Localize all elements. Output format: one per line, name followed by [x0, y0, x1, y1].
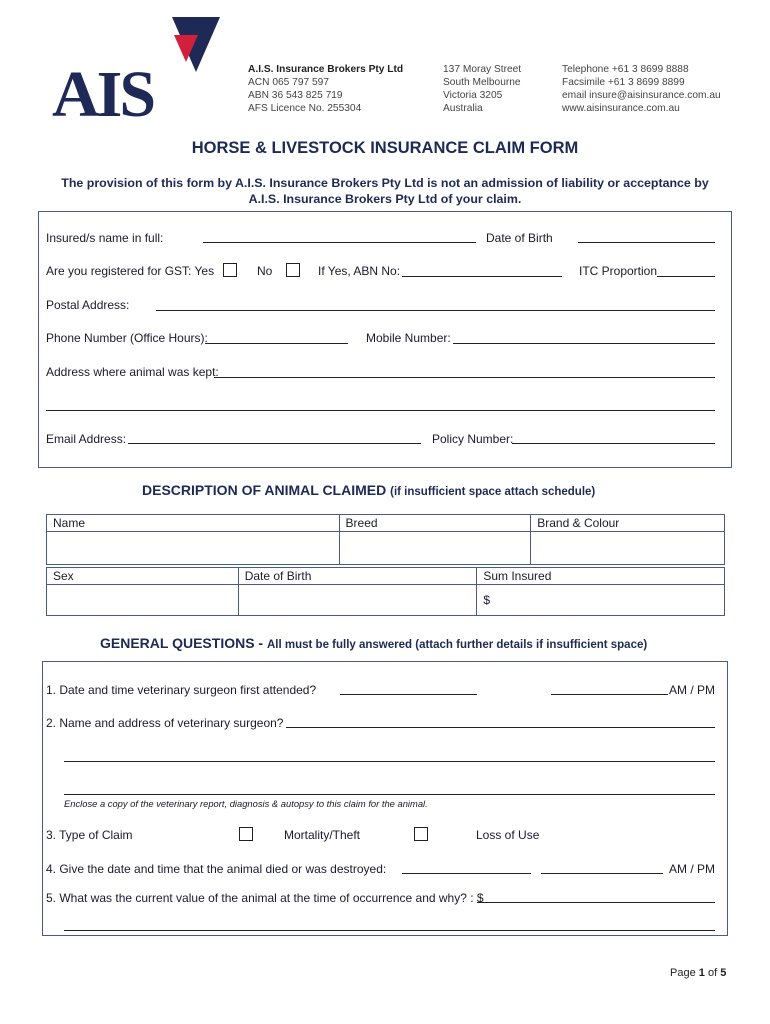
form-title: HORSE & LIVESTOCK INSURANCE CLAIM FORM [191, 139, 579, 157]
question-5-field[interactable] [477, 902, 715, 903]
page-current: 1 [698, 967, 705, 979]
general-section-title [100, 635, 647, 651]
email-label: Email Address: [46, 432, 127, 446]
company-details [248, 63, 403, 115]
question-4-ampm: AM / PM [669, 862, 716, 876]
question-4-time-field[interactable] [541, 873, 663, 874]
brand-colour-header: Brand & Colour [531, 515, 725, 532]
question-4-date-field[interactable] [402, 873, 531, 874]
mobile-label: Mobile Number: [366, 331, 451, 345]
itc-field[interactable] [657, 276, 715, 277]
postal-address-field[interactable] [156, 310, 715, 311]
page-total: 5 [720, 967, 727, 979]
insured-name-field[interactable] [203, 242, 476, 243]
company-contact [562, 63, 721, 115]
mortality-theft-checkbox[interactable] [239, 827, 253, 841]
contact-telephone: Telephone +61 3 8699 8888 [562, 64, 689, 75]
question-1-ampm: AM / PM [669, 683, 716, 697]
veterinary-report-note: Enclose a copy of the veterinary report, diagnosis & autopsy to this claim for the animal. [64, 798, 428, 809]
animal-address-label: Address where animal was kept: [46, 365, 219, 379]
contact-web: www.aisinsurance.com.au [562, 103, 680, 114]
company-afs: AFS Licence No. 255304 [248, 103, 362, 114]
breed-cell[interactable] [339, 532, 531, 565]
dob-header: Date of Birth [238, 568, 477, 585]
page-of: of [707, 967, 718, 979]
general-subtitle: All must be fully answered (attach further details if insufficient space) [266, 639, 648, 651]
sex-header: Sex [47, 568, 239, 585]
general-title: GENERAL QUESTIONS - [100, 635, 264, 651]
dob-cell[interactable] [238, 585, 477, 616]
animal-description-table-1 [46, 514, 725, 565]
page-prefix: Page [670, 967, 696, 979]
address-line-1: 137 Moray Street [443, 64, 522, 75]
question-3-label: 3. Type of Claim [46, 828, 133, 842]
company-address [443, 63, 521, 115]
description-title: DESCRIPTION OF ANIMAL CLAIMED [142, 482, 387, 498]
mobile-field[interactable] [453, 343, 715, 344]
sex-cell[interactable] [47, 585, 239, 616]
question-2-field[interactable] [286, 727, 715, 728]
sum-insured-header: Sum Insured [477, 568, 725, 585]
gst-yes-checkbox[interactable] [223, 263, 237, 277]
contact-facsimile: Facsimile +61 3 8699 8899 [562, 77, 685, 88]
description-section-title [142, 482, 595, 498]
insured-name-label: Insured/s name in full: [46, 231, 164, 245]
loss-of-use-checkbox[interactable] [414, 827, 428, 841]
question-1-time-field[interactable] [551, 694, 668, 695]
policy-number-field[interactable] [512, 443, 715, 444]
address-line-4: Australia [443, 103, 483, 114]
loss-of-use-label: Loss of Use [476, 828, 540, 842]
question-5-label: 5. What was the current value of the animal at the time of occurrence and why? : $ [46, 891, 484, 905]
sum-insured-cell[interactable] [477, 585, 725, 616]
question-1-label: 1. Date and time veterinary surgeon first attended? [46, 683, 317, 697]
company-name: A.I.S. Insurance Brokers Pty Ltd [248, 64, 404, 75]
itc-label: ITC Proportion [579, 264, 658, 278]
description-subtitle: (if insufficient space attach schedule) [390, 486, 596, 498]
logo-text: AIS [52, 58, 154, 131]
address-line-3: Victoria 3205 [443, 90, 503, 101]
question-2-field-2[interactable] [64, 761, 715, 762]
mortality-theft-label: Mortality/Theft [284, 828, 361, 842]
name-header: Name [47, 515, 340, 532]
ais-logo [52, 16, 222, 131]
gst-no-label: No [257, 264, 273, 278]
question-1-date-field[interactable] [340, 694, 477, 695]
animal-description-table-2 [46, 567, 725, 616]
animal-address-field[interactable] [214, 377, 715, 378]
breed-header: Breed [339, 515, 531, 532]
gst-no-checkbox[interactable] [286, 263, 300, 277]
currency-symbol: $ [483, 593, 491, 607]
name-cell[interactable] [47, 532, 340, 565]
animal-address-field-2[interactable] [46, 410, 715, 411]
insured-dob-label: Date of Birth [486, 231, 553, 245]
company-acn: ACN 065 797 597 [248, 77, 329, 88]
abn-label: If Yes, ABN No: [318, 264, 401, 278]
company-abn: ABN 36 543 825 719 [248, 90, 343, 101]
page-number [670, 967, 726, 979]
insured-dob-field[interactable] [578, 242, 715, 243]
email-field[interactable] [128, 443, 421, 444]
brand-colour-cell[interactable] [531, 532, 725, 565]
question-5-field-2[interactable] [64, 930, 715, 931]
disclaimer: The provision of this form by A.I.S. Insurance Brokers Pty Ltd is not an admission of liability or acceptance by A.I.S. Insurance Brokers Pty Ltd of your claim. [61, 176, 709, 206]
question-2-label: 2. Name and address of veterinary surgeon? [46, 716, 284, 730]
gst-label: Are you registered for GST: Yes [46, 264, 215, 278]
address-line-2: South Melbourne [443, 77, 521, 88]
phone-label: Phone Number (Office Hours): [46, 331, 208, 345]
abn-field[interactable] [402, 276, 562, 277]
phone-field[interactable] [205, 343, 348, 344]
contact-email: email insure@aisinsurance.com.au [562, 90, 721, 101]
question-2-field-3[interactable] [64, 794, 715, 795]
policy-number-label: Policy Number: [432, 432, 514, 446]
question-4-label: 4. Give the date and time that the animal died or was destroyed: [46, 862, 387, 876]
postal-address-label: Postal Address: [46, 298, 130, 312]
